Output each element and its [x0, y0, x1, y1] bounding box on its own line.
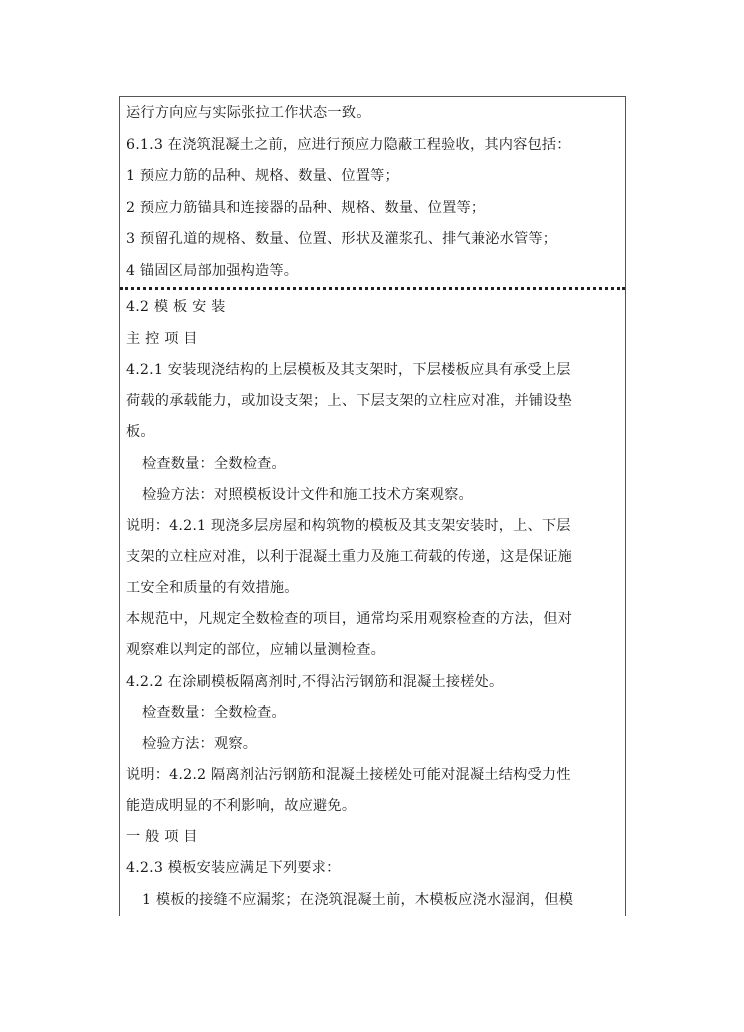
note-general: 本规范中，凡规定全数检查的项目，通常均采用观察检查的方法，但对	[126, 611, 573, 627]
clause-4-2-1: 4.2.1 安装现浇结构的上层模板及其支架时，下层楼板应具有承受上层	[126, 362, 571, 378]
clause-4-2-1-cont: 荷载的承载能力，或加设支架；上、下层支架的立柱应对准，并铺设垫	[126, 393, 573, 409]
main-items-heading: 主 控 项 目	[126, 331, 198, 347]
clause-4-2-3-item-1: 1 模板的接缝不应漏浆；在浇筑混凝土前，木模板应浇水湿润，但模	[142, 892, 574, 908]
section-heading: 4.2 模 板 安 装	[126, 299, 226, 315]
clause-4-2-3: 4.2.3 模板安装应满足下列要求：	[126, 860, 341, 876]
note-4-2-1-cont: 支架的立柱应对准，以利于混凝土重力及施工荷载的传递，这是保证施	[126, 549, 573, 565]
check-method: 检验方法：观察。	[142, 736, 258, 752]
check-method: 检验方法：对照模板设计文件和施工技术方案观察。	[142, 487, 473, 503]
check-quantity: 检查数量：全数检查。	[142, 705, 286, 721]
note-4-2-2: 说明：4.2.2 隔离剂沾污钢筋和混凝土接槎处可能对混凝土结构受力性	[126, 767, 571, 783]
list-item: 1 预应力筋的品种、规格、数量、位置等；	[126, 168, 399, 184]
clause-6-1-3: 6.1.3 在浇筑混凝土之前，应进行预应力隐蔽工程验收，其内容包括：	[126, 137, 571, 153]
note-4-2-1: 说明：4.2.1 现浇多层房屋和构筑物的模板及其支架安装时，上、下层	[126, 518, 571, 534]
list-item: 2 预应力筋锚具和连接器的品种、规格、数量、位置等；	[126, 200, 486, 216]
list-item: 3 预留孔道的规格、数量、位置、形状及灌浆孔、排气兼泌水管等；	[126, 231, 558, 247]
clause-4-2-2: 4.2.2 在涂刷模板隔离剂时,不得沾污钢筋和混凝土接槎处。	[126, 674, 504, 690]
general-items-heading: 一 般 项 目	[126, 829, 198, 845]
note-4-2-2-cont: 能造成明显的不利影响，故应避免。	[126, 798, 357, 814]
dotted-divider	[120, 287, 625, 290]
note-4-2-1-cont: 工安全和质量的有效措施。	[126, 580, 299, 596]
list-item: 4 锚固区局部加强构造等。	[126, 263, 299, 279]
text-line: 运行方向应与实际张拉工作状态一致。	[126, 105, 371, 121]
document-frame	[119, 96, 626, 916]
clause-4-2-1-cont: 板。	[126, 424, 155, 440]
check-quantity: 检查数量：全数检查。	[142, 456, 286, 472]
note-general-cont: 观察难以判定的部位，应辅以量测检查。	[126, 642, 385, 658]
